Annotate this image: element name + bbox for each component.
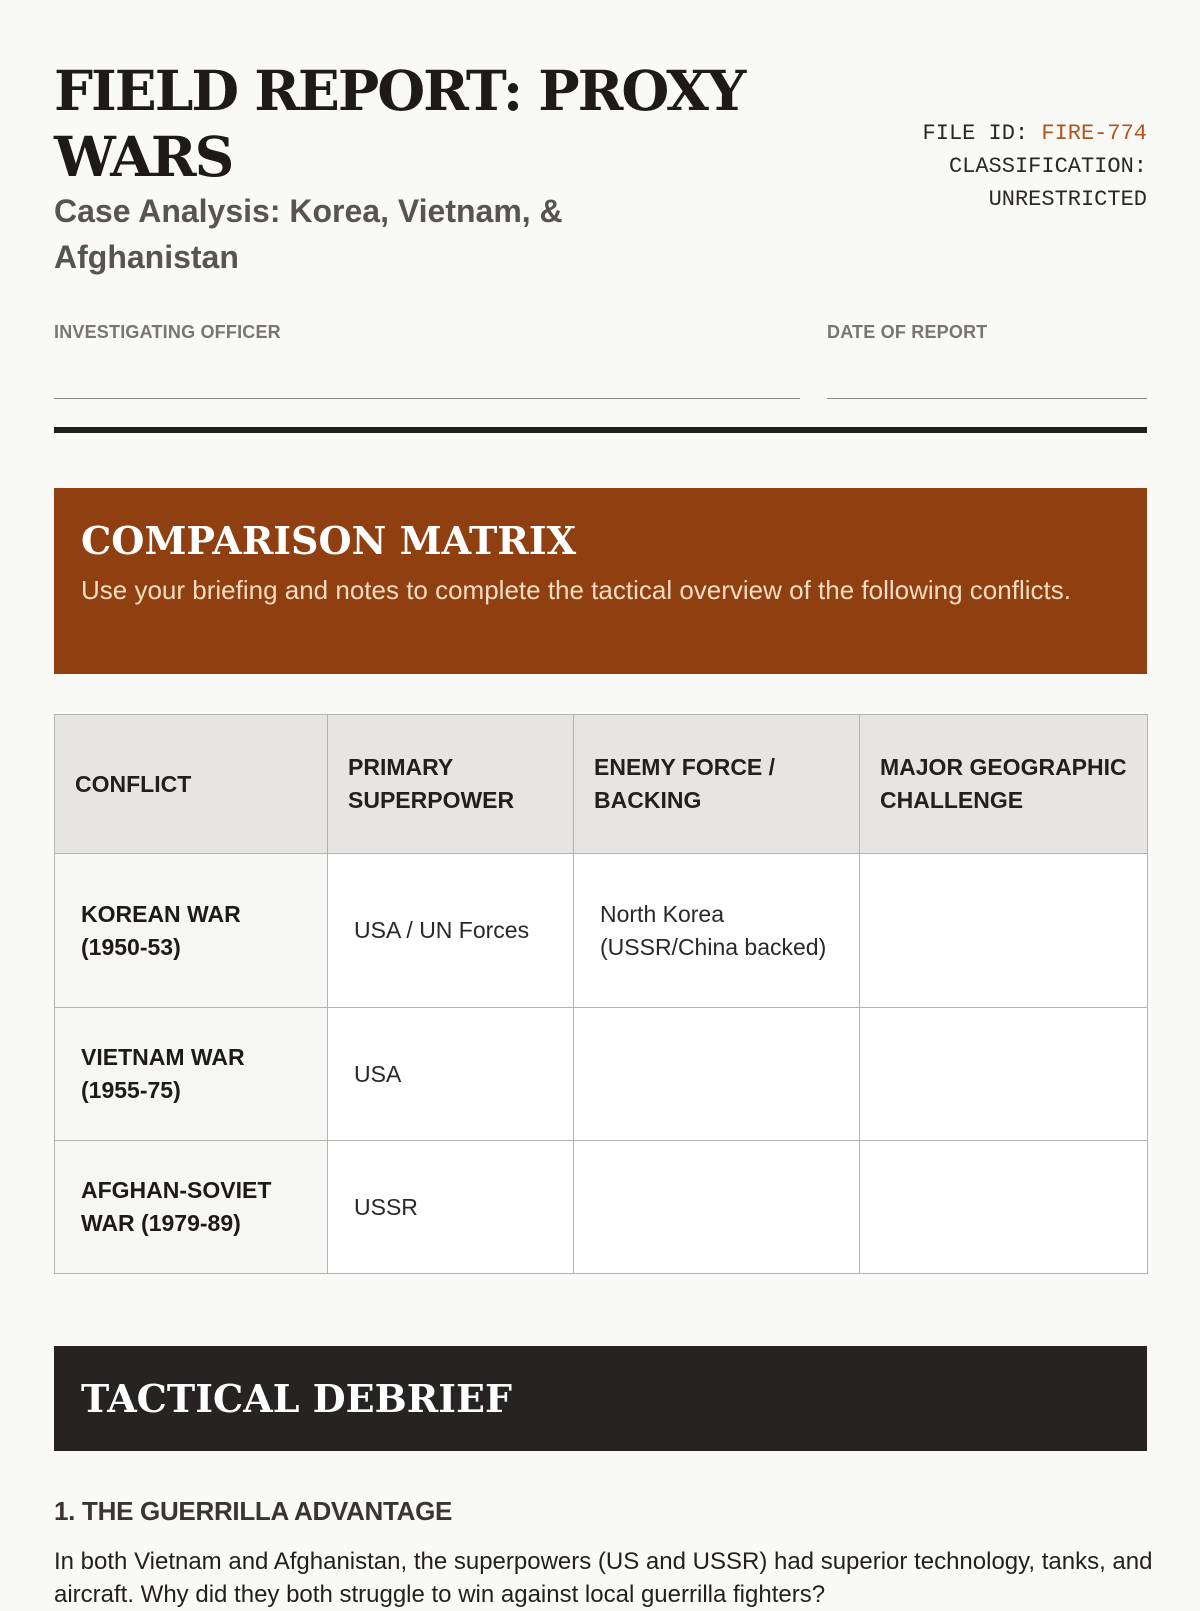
column-header-enemy: ENEMY FORCE / BACKING bbox=[574, 715, 860, 854]
table-header-row bbox=[55, 715, 1148, 854]
geography-answer-cell[interactable] bbox=[860, 1008, 1148, 1141]
enemy-answer-cell[interactable] bbox=[574, 1141, 860, 1274]
enemy-cell: North Korea (USSR/China backed) bbox=[574, 854, 860, 1008]
file-id-label: FILE ID: bbox=[922, 121, 1029, 146]
table-row bbox=[55, 854, 1148, 1008]
comparison-matrix-banner bbox=[54, 488, 1147, 674]
date-field[interactable] bbox=[827, 398, 1147, 399]
file-id-line bbox=[923, 117, 1147, 150]
report-header bbox=[54, 0, 1147, 300]
header-divider bbox=[54, 427, 1147, 433]
column-header-geography: MAJOR GEOGRAPHIC CHALLENGE bbox=[860, 715, 1148, 854]
classification-label: CLASSIFICATION: bbox=[948, 154, 1147, 179]
page-subtitle: Case Analysis: Korea, Vietnam, & Afghanistan bbox=[54, 193, 563, 275]
debrief-title: TACTICAL DEBRIEF bbox=[81, 1376, 512, 1421]
table-row bbox=[55, 1008, 1148, 1141]
superpower-cell: USA / UN Forces bbox=[328, 854, 574, 1008]
geography-answer-cell[interactable] bbox=[860, 1141, 1148, 1274]
conflict-cell: AFGHAN-SOVIET WAR (1979-89) bbox=[55, 1141, 328, 1274]
officer-label: INVESTIGATING OFFICER bbox=[54, 322, 281, 342]
conflict-cell: VIETNAM WAR (1955-75) bbox=[55, 1008, 328, 1141]
conflict-cell: KOREAN WAR (1950-53) bbox=[55, 854, 328, 1008]
matrix-title: COMPARISON MATRIX bbox=[81, 518, 577, 563]
comparison-matrix-table bbox=[54, 714, 1148, 1274]
file-meta bbox=[923, 117, 1147, 216]
question-1-title: 1. THE GUERRILLA ADVANTAGE bbox=[54, 1496, 453, 1526]
page-title: FIELD REPORT: PROXY WARS bbox=[54, 58, 745, 189]
classification-value: UNRESTRICTED bbox=[988, 187, 1147, 212]
tactical-debrief-banner bbox=[54, 1346, 1147, 1451]
question-1-text: In both Vietnam and Afghanistan, the superpowers (US and USSR) had superior technology, tanks, and aircraft. Why did they both struggle to win against local guerrilla fighters? bbox=[54, 1548, 1153, 1608]
geography-answer-cell[interactable] bbox=[860, 854, 1148, 1008]
column-header-conflict: CONFLICT bbox=[55, 715, 328, 854]
enemy-answer-cell[interactable] bbox=[574, 1008, 860, 1141]
officer-field[interactable] bbox=[54, 398, 800, 399]
matrix-instructions: Use your briefing and notes to complete the tactical overview of the following conflicts. bbox=[81, 575, 1071, 605]
column-header-superpower: PRIMARY SUPERPOWER bbox=[328, 715, 574, 854]
worksheet-page bbox=[54, 0, 1153, 1608]
superpower-cell: USA bbox=[328, 1008, 574, 1141]
file-id-value: FIRE-774 bbox=[1041, 121, 1147, 146]
date-label: DATE OF REPORT bbox=[827, 322, 988, 342]
superpower-cell: USSR bbox=[328, 1141, 574, 1274]
table-row bbox=[55, 1141, 1148, 1274]
